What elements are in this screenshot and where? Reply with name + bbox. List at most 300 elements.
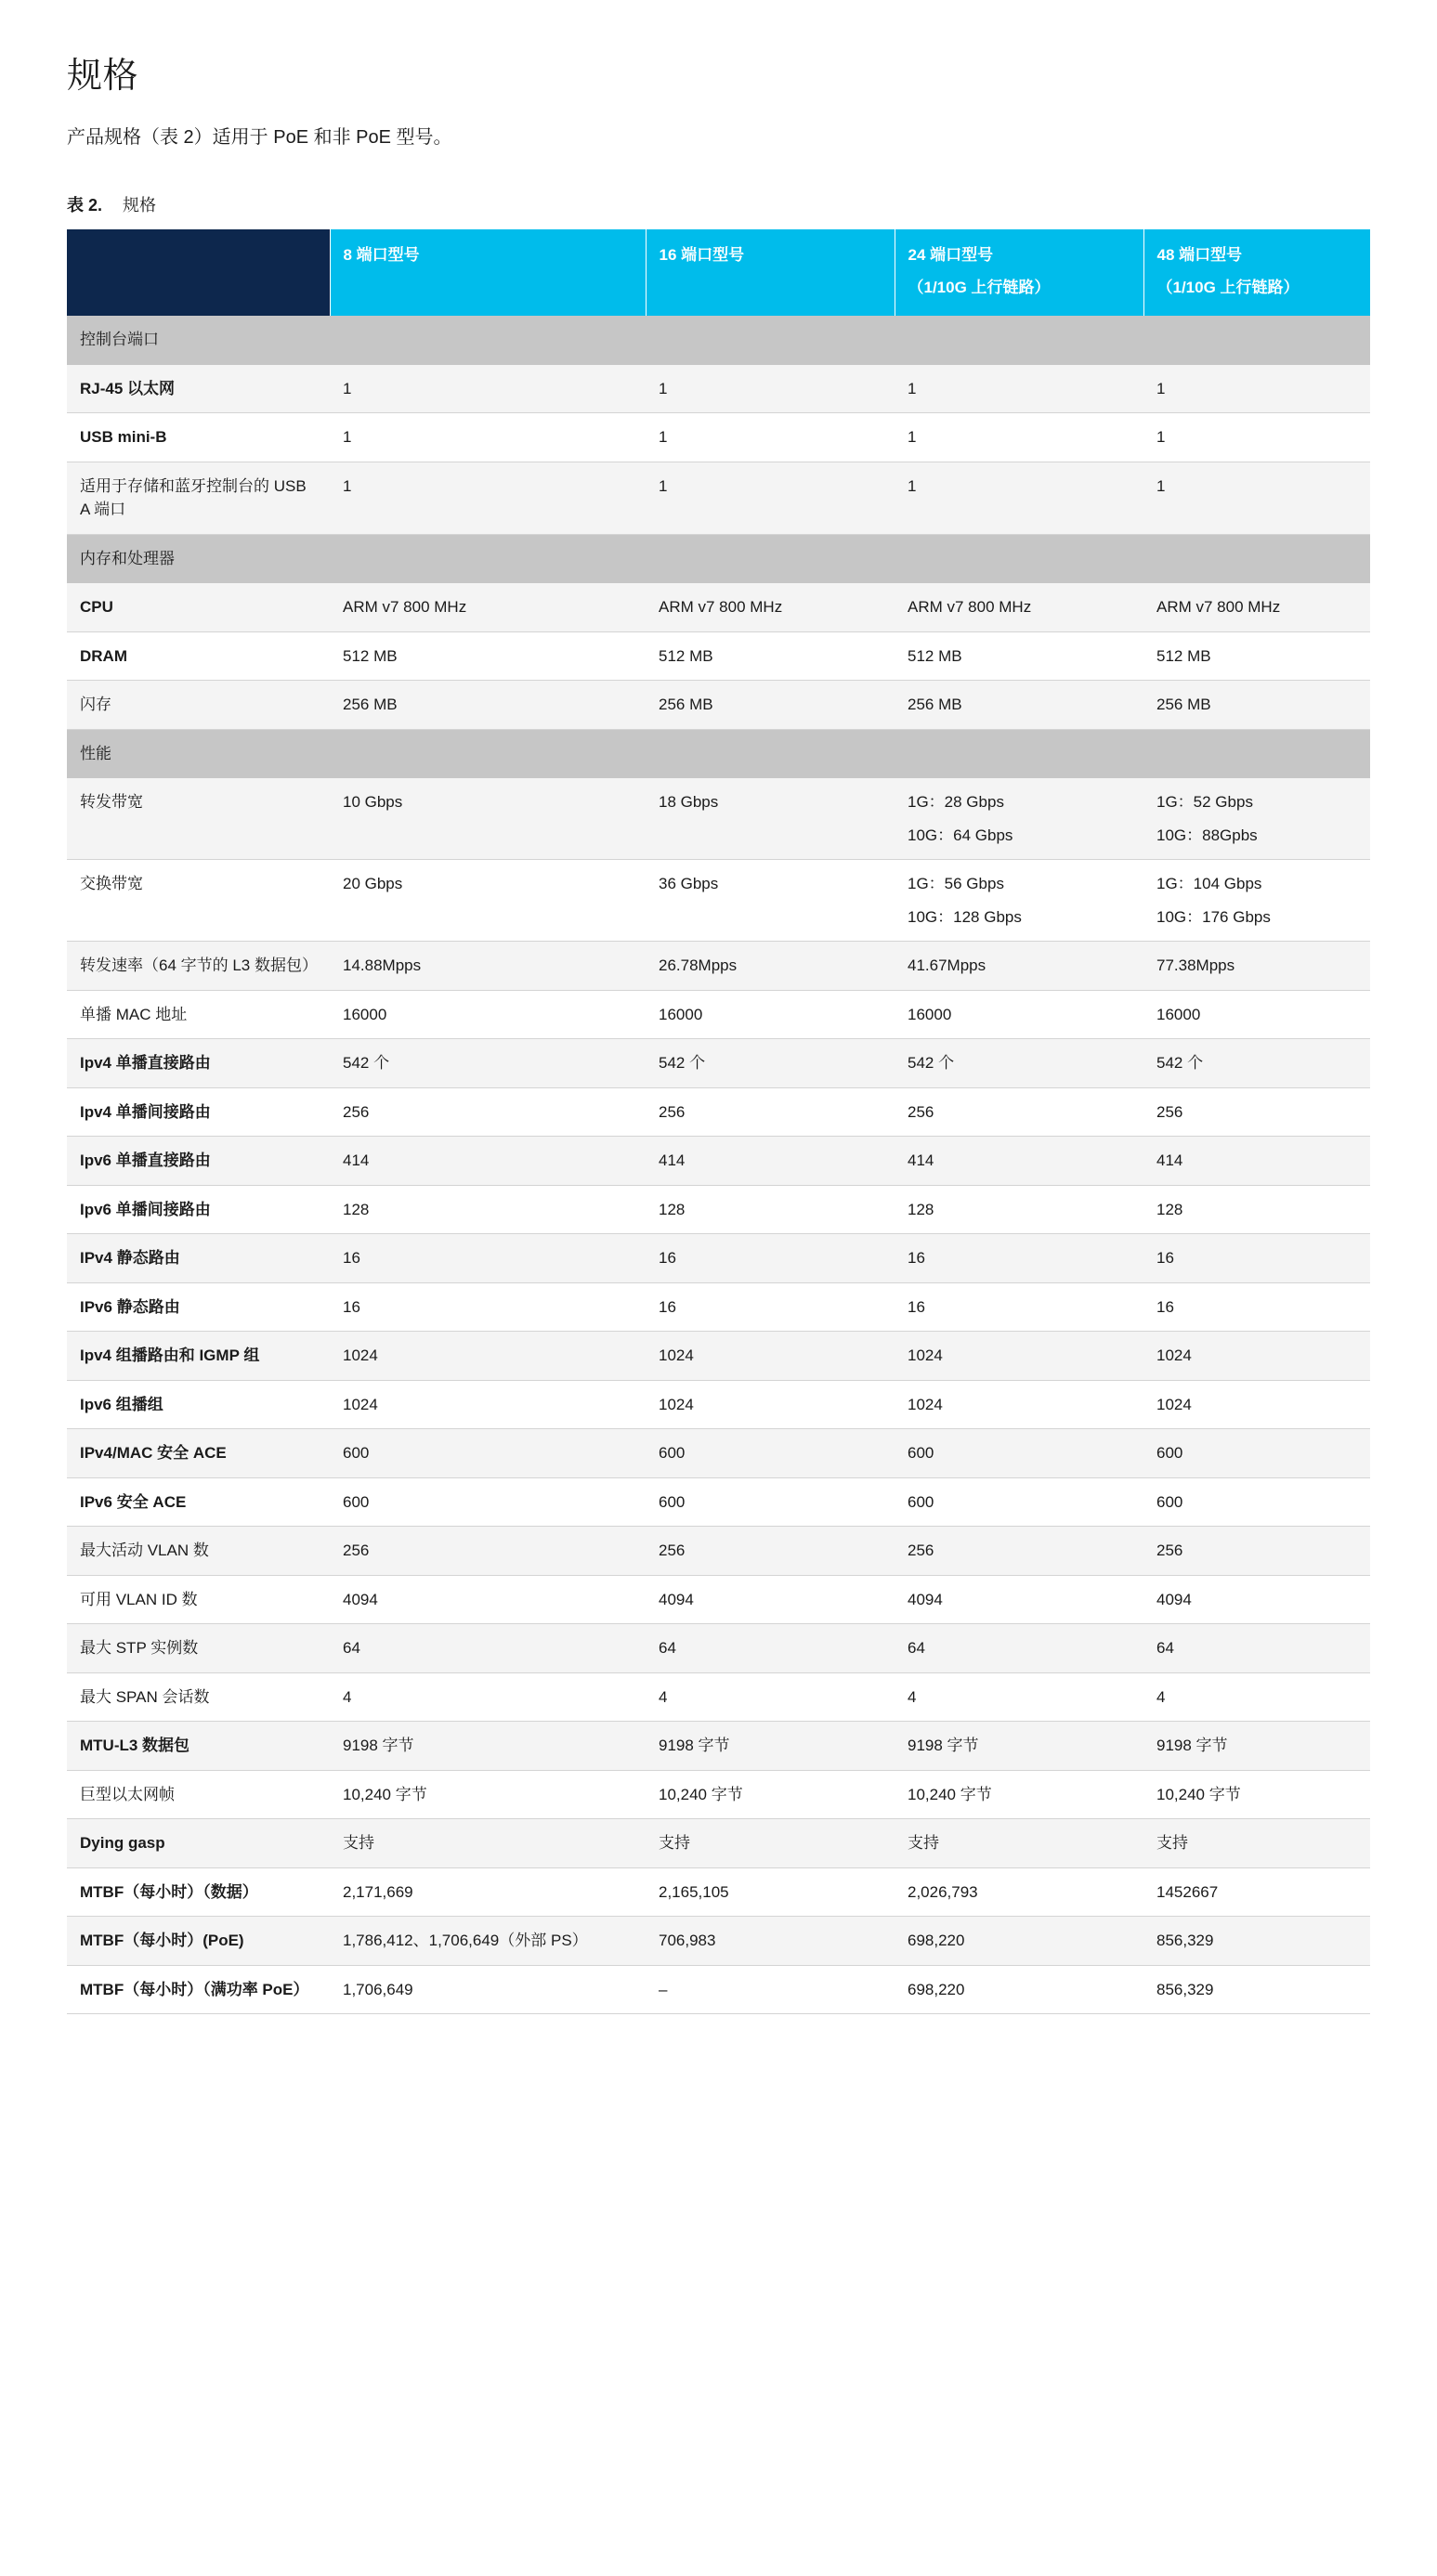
value-line: 600 [659,1444,686,1463]
table-header-16-port [646,229,895,316]
value-line: 256 MB [659,696,713,714]
value-line: 706,983 [659,1932,716,1950]
table-row [67,778,1370,860]
row-value [646,1185,895,1234]
value-line: ARM v7 800 MHz [659,598,783,617]
value-line: 9198 字节 [908,1737,979,1755]
table-section-row [67,534,1370,583]
value-line: 16 [659,1249,676,1268]
table-row [67,1965,1370,2014]
row-label: RJ-45 以太网 [67,364,330,413]
value-line: 1 [343,379,352,397]
value-line: 128 [1156,1200,1183,1218]
value-line: – [659,1980,668,1998]
row-value [895,1429,1143,1478]
row-value [646,1332,895,1381]
value-line: 10,240 字节 [1156,1785,1241,1803]
row-value [895,1332,1143,1381]
row-value [1143,681,1370,730]
row-value [646,1527,895,1576]
row-label: 转发速率（64 字节的 L3 数据包） [67,942,330,991]
table-section-row [67,729,1370,778]
value-line: 256 [343,1542,370,1560]
row-label: 最大 SPAN 会话数 [67,1672,330,1722]
row-value [330,1137,646,1186]
row-label: 巨型以太网帧 [67,1770,330,1819]
row-value [895,583,1143,632]
row-value [895,1137,1143,1186]
value-line: 256 [908,1542,934,1560]
row-value [646,1722,895,1771]
value-line: 10,240 字节 [343,1785,427,1803]
value-line: 2,171,669 [343,1882,413,1901]
value-line: 支持 [343,1834,374,1853]
row-value [330,1575,646,1624]
header-line: 48 端口型号 [1156,246,1243,264]
row-label: 适用于存储和蓝牙控制台的 USB A 端口 [67,462,330,534]
row-value [1143,1722,1370,1771]
row-value [330,778,646,860]
table-row [67,1087,1370,1137]
table-header-48-port [1143,229,1370,316]
row-value [1143,413,1370,462]
row-value [895,1039,1143,1088]
row-value [895,1867,1143,1917]
value-line: 128 [343,1200,370,1218]
value-line: 600 [908,1444,934,1463]
value-line: 77.38Mpps [1156,956,1235,975]
row-value [1143,942,1370,991]
row-value [646,631,895,681]
value-line: 600 [1156,1492,1183,1511]
row-value [330,1087,646,1137]
value-line: 1 [343,428,352,447]
row-value [646,364,895,413]
row-value [330,1039,646,1088]
value-line: 4094 [908,1590,943,1608]
value-line: 支持 [1156,1834,1188,1853]
value-line: 512 MB [908,646,962,665]
table-row [67,1234,1370,1283]
row-value [1143,1234,1370,1283]
row-label: MTBF（每小时）（数据） [67,1867,330,1917]
row-value [330,1527,646,1576]
row-value [646,681,895,730]
value-line: 600 [343,1492,370,1511]
value-line: 1 [908,379,917,397]
table-row [67,1185,1370,1234]
value-line: 542 个 [343,1054,390,1073]
row-value [1143,364,1370,413]
row-value [1143,1819,1370,1868]
row-value [646,1137,895,1186]
value-line: 1452667 [1156,1882,1219,1901]
row-value [646,1087,895,1137]
value-line: 414 [343,1151,370,1170]
row-label: 最大 STP 实例数 [67,1624,330,1673]
row-label: Ipv6 单播间接路由 [67,1185,330,1234]
row-value [895,1234,1143,1283]
intro-paragraph: 产品规格（表 2）适用于 PoE 和非 PoE 型号。 [67,127,452,148]
row-value [895,860,1143,942]
value-line: 14.88Mpps [343,956,422,975]
table-row [67,1672,1370,1722]
value-line: ARM v7 800 MHz [908,598,1032,617]
value-line: 16000 [343,1005,387,1023]
value-line: 256 [343,1102,370,1121]
row-value [330,1332,646,1381]
row-value [646,1380,895,1429]
row-label: 闪存 [67,681,330,730]
table-row [67,1819,1370,1868]
table-row [67,413,1370,462]
row-value [1143,462,1370,534]
table-row [67,1332,1370,1381]
value-line: 10,240 字节 [659,1785,743,1803]
row-value [646,1575,895,1624]
row-value [1143,631,1370,681]
row-value [1143,860,1370,942]
row-value [330,1672,646,1722]
row-value [895,1624,1143,1673]
row-label: 转发带宽 [67,778,330,860]
value-line: 512 MB [343,646,398,665]
header-line: 16 端口型号 [659,246,745,264]
value-line: 10 Gbps [343,793,403,812]
row-value [646,1477,895,1527]
value-line: 542 个 [659,1054,706,1073]
row-value [895,990,1143,1039]
table-row [67,1575,1370,1624]
value-line: ARM v7 800 MHz [343,598,467,617]
row-value [1143,1380,1370,1429]
value-line: 4 [659,1687,668,1706]
row-value [646,413,895,462]
table-row [67,681,1370,730]
table-row [67,1722,1370,1771]
row-value [330,1965,646,2014]
value-line: 1 [1156,379,1166,397]
table-row [67,942,1370,991]
value-line: 41.67Mpps [908,956,986,975]
row-label: USB mini-B [67,413,330,462]
table-row [67,1477,1370,1527]
row-value [330,631,646,681]
row-value [895,1477,1143,1527]
value-line: 4094 [659,1590,694,1608]
row-value [330,1429,646,1478]
value-line: 256 [1156,1102,1183,1121]
value-line: 1 [659,428,668,447]
row-value [1143,1770,1370,1819]
row-label: MTU-L3 数据包 [67,1722,330,1771]
value-line: 1024 [659,1347,694,1365]
value-line: 9198 字节 [659,1737,730,1755]
value-line: 1024 [343,1395,378,1413]
value-line: 4094 [343,1590,378,1608]
value-line: 1G：104 Gbps [1156,875,1262,893]
value-line: 256 [659,1542,686,1560]
row-value [895,1087,1143,1137]
row-value [646,860,895,942]
row-label: IPv4 静态路由 [67,1234,330,1283]
row-label: Ipv6 组播组 [67,1380,330,1429]
row-value [330,1624,646,1673]
row-label: Ipv4 组播路由和 IGMP 组 [67,1332,330,1381]
value-line: 16 [659,1297,676,1316]
table-body [67,316,1370,2014]
value-line: 256 [908,1102,934,1121]
row-value [1143,1332,1370,1381]
value-line: 1G：56 Gbps [908,875,1004,893]
row-value [646,778,895,860]
table-caption-label: 表 2. [67,196,103,215]
value-line: 2,026,793 [908,1882,978,1901]
table-row [67,631,1370,681]
value-line: 1024 [659,1395,694,1413]
row-value [1143,1087,1370,1137]
value-line: 1 [1156,428,1166,447]
row-value [1143,1867,1370,1917]
table-row [67,1282,1370,1332]
value-line: 1,786,412、1,706,649（外部 PS） [343,1932,588,1950]
row-value [330,1380,646,1429]
row-value [330,364,646,413]
value-line: 4094 [1156,1590,1192,1608]
value-line: 16000 [659,1005,703,1023]
row-label: 可用 VLAN ID 数 [67,1575,330,1624]
row-value [895,681,1143,730]
value-line: 10G：176 Gbps [1156,907,1271,926]
value-line: 10G：128 Gbps [908,907,1022,926]
value-line: 414 [659,1151,686,1170]
value-line: 600 [1156,1444,1183,1463]
row-value [646,1819,895,1868]
row-value [646,1867,895,1917]
value-line: 2,165,105 [659,1882,729,1901]
value-line: 1 [659,379,668,397]
row-label: Ipv6 单播直接路由 [67,1137,330,1186]
row-value [1143,1575,1370,1624]
row-value [646,583,895,632]
value-line: 414 [1156,1151,1183,1170]
row-value [330,860,646,942]
table-row [67,1039,1370,1088]
table-header-corner [67,229,330,316]
value-line: 10,240 字节 [908,1785,992,1803]
row-value [646,1429,895,1478]
row-value [1143,1137,1370,1186]
table-row [67,1624,1370,1673]
row-value [646,942,895,991]
row-label: CPU [67,583,330,632]
row-label: IPv4/MAC 安全 ACE [67,1429,330,1478]
row-value [895,1917,1143,1966]
row-value [895,1380,1143,1429]
row-value [330,1770,646,1819]
row-value [1143,1477,1370,1527]
table-row [67,1429,1370,1478]
value-line: ARM v7 800 MHz [1156,598,1281,617]
value-line: 16 [908,1249,925,1268]
row-value [1143,583,1370,632]
row-value [895,364,1143,413]
value-line: 600 [908,1492,934,1511]
row-value [330,1722,646,1771]
value-line: 10G：64 Gbps [908,826,1013,844]
row-value [1143,1624,1370,1673]
section-label: 内存和处理器 [67,534,1370,583]
row-value [330,1282,646,1332]
table-row [67,1770,1370,1819]
value-line: 256 MB [908,696,962,714]
row-value [330,413,646,462]
row-value [895,1185,1143,1234]
row-label: 交换带宽 [67,860,330,942]
row-value [646,462,895,534]
value-line: 16 [1156,1249,1174,1268]
value-line: 1 [343,476,352,495]
row-value [330,942,646,991]
value-line: 16 [343,1249,360,1268]
row-value [1143,1917,1370,1966]
row-value [895,942,1143,991]
value-line: 16 [343,1297,360,1316]
row-value [895,413,1143,462]
value-line: 256 [1156,1542,1183,1560]
value-line: 1 [908,476,917,495]
table-header-24-port [895,229,1143,316]
value-line: 698,220 [908,1980,965,1998]
header-line: 24 端口型号 [908,246,994,264]
row-label: Ipv4 单播直接路由 [67,1039,330,1088]
value-line: 1 [908,428,917,447]
row-value [330,990,646,1039]
row-value [646,1039,895,1088]
table-caption-text: 规格 [123,196,157,215]
table-row [67,1137,1370,1186]
table-caption [67,192,1370,216]
row-value [1143,1039,1370,1088]
value-line: 600 [659,1492,686,1511]
row-value [646,1672,895,1722]
value-line: 1G：52 Gbps [1156,793,1253,812]
value-line: 64 [343,1639,360,1658]
row-value [1143,1429,1370,1478]
row-value [1143,990,1370,1039]
value-line: 1024 [1156,1395,1192,1413]
row-value [330,681,646,730]
row-value [330,1185,646,1234]
value-line: 1 [659,476,668,495]
value-line: 9198 字节 [343,1737,414,1755]
table-section-row [67,316,1370,364]
header-line: 8 端口型号 [343,246,420,264]
table-header-row [67,229,1370,316]
row-value [1143,1185,1370,1234]
table-row [67,1917,1370,1966]
row-label: IPv6 安全 ACE [67,1477,330,1527]
row-value [895,1819,1143,1868]
row-label: MTBF（每小时）(PoE) [67,1917,330,1966]
value-line: 1024 [1156,1347,1192,1365]
value-line: 1024 [343,1347,378,1365]
row-value [646,1965,895,2014]
value-line: 1G：28 Gbps [908,793,1004,812]
table-row [67,1527,1370,1576]
value-line: 16 [908,1297,925,1316]
value-line: 支持 [659,1834,690,1853]
row-value [895,778,1143,860]
row-value [895,1722,1143,1771]
row-value [330,1477,646,1527]
value-line: 128 [659,1200,686,1218]
value-line: 16 [1156,1297,1174,1316]
value-line: 256 MB [343,696,398,714]
header-line: （1/10G 上行链路） [908,278,1051,296]
row-value [895,1282,1143,1332]
row-value [895,1672,1143,1722]
value-line: 542 个 [908,1054,955,1073]
row-value [330,1819,646,1868]
value-line: 4 [343,1687,352,1706]
table-header-8-port [330,229,646,316]
value-line: 856,329 [1156,1932,1214,1950]
page-title: 规格 [67,57,139,96]
value-line: 512 MB [659,646,713,665]
value-line: 16000 [1156,1005,1201,1023]
value-line: 16000 [908,1005,952,1023]
value-line: 18 Gbps [659,793,719,812]
value-line: 36 Gbps [659,875,719,893]
row-value [1143,1527,1370,1576]
row-label: MTBF（每小时）（满功率 PoE） [67,1965,330,2014]
row-value [330,1867,646,1917]
row-value [1143,1672,1370,1722]
value-line: 1024 [908,1395,943,1413]
row-value [330,1234,646,1283]
row-value [1143,1282,1370,1332]
value-line: 1 [1156,476,1166,495]
value-line: 20 Gbps [343,875,403,893]
row-value [646,1282,895,1332]
table-row [67,583,1370,632]
row-value [330,583,646,632]
row-value [646,1917,895,1966]
value-line: 4 [908,1687,917,1706]
row-label: Ipv4 单播间接路由 [67,1087,330,1137]
row-value [895,1575,1143,1624]
table-row [67,364,1370,413]
value-line: 856,329 [1156,1980,1214,1998]
row-value [895,462,1143,534]
value-line: 414 [908,1151,934,1170]
value-line: 64 [908,1639,925,1658]
row-label: 最大活动 VLAN 数 [67,1527,330,1576]
value-line: 支持 [908,1834,939,1853]
row-label: Dying gasp [67,1819,330,1868]
value-line: 9198 字节 [1156,1737,1228,1755]
row-value [1143,778,1370,860]
table-row [67,990,1370,1039]
value-line: 1024 [908,1347,943,1365]
value-line: 26.78Mpps [659,956,738,975]
row-value [646,1624,895,1673]
table-row [67,462,1370,534]
row-value [1143,1965,1370,2014]
row-label: 单播 MAC 地址 [67,990,330,1039]
row-value [646,1770,895,1819]
